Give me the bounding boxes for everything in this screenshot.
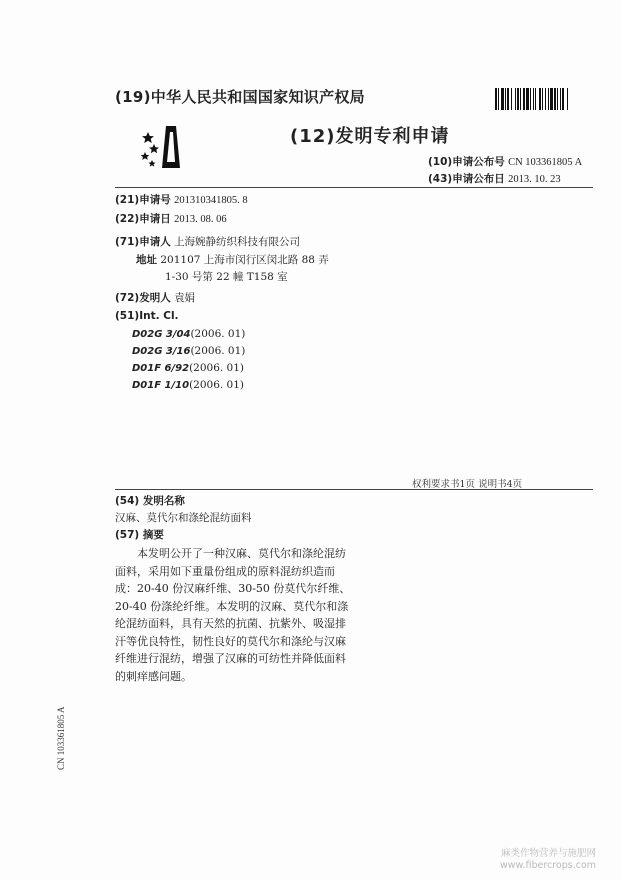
applicant-row: [115, 234, 300, 249]
ipc-row: [132, 362, 244, 374]
application-number-label: (21)申请号: [115, 194, 171, 206]
inventor: 袁娟: [174, 292, 196, 304]
ipc-code: D01F 6/92: [132, 363, 190, 374]
invention-title-label: [115, 493, 185, 508]
publication-number-label: (10)申请公布号: [428, 156, 505, 168]
barcode-icon: [495, 88, 597, 110]
abstract-paragraph: 本发明公开了一种汉麻、莫代尔和涤纶混纺面料，采用如下重量份组成的原料混纺织造而成：20-40 份汉麻纤维、30-50 份莫代尔纤维、20-40 份涤纶纤维。本发明的汉麻、莫代尔和涤纶混纺面料，具有天然的抗菌、抗紫外、吸湿排汗等优良特性，韧性良好的莫代尔和涤纶与汉麻纤维进行混纺，增强了汉麻的可纺性并降低面料的刺痒感问题。: [115, 547, 351, 683]
invention-title: 汉麻、莫代尔和涤纶混纺面料: [115, 512, 252, 524]
watermark: [500, 848, 596, 872]
ipc-code: D01F 1/10: [132, 380, 190, 391]
ipc-row: [132, 379, 244, 391]
address-row: [136, 252, 329, 267]
page-count-info: 权利要求书1页 说明书4页: [412, 479, 523, 490]
ipc-version: (2006. 01): [190, 345, 246, 357]
ipc-version: (2006. 01): [189, 379, 245, 391]
publication-number: CN 103361805 A: [508, 157, 583, 168]
document-type: (12)发明专利申请: [290, 126, 450, 147]
application-number: 201310341805. 8: [174, 195, 248, 206]
cnipa-emblem-icon: [140, 122, 200, 170]
application-date: 2013. 08. 06: [174, 214, 227, 225]
ipc-row: [132, 328, 245, 340]
invention-title-label-text: (54) 发明名称: [115, 495, 185, 507]
ipc-version: (2006. 01): [189, 362, 245, 374]
applicant-label: (71)申请人: [115, 236, 171, 248]
publication-number-row: [428, 154, 582, 169]
application-number-row: [115, 192, 248, 207]
side-publication-number: CN 103361805 A: [56, 706, 66, 770]
inventor-label: (72)发明人: [115, 292, 171, 304]
office-name: (19)中华人民共和国国家知识产权局: [115, 88, 365, 106]
header-divider: [115, 187, 593, 188]
address-label: 地址: [136, 254, 157, 266]
ipc-code: D02G 3/04: [132, 329, 191, 340]
inventor-row: [115, 290, 195, 305]
watermark-line-2: www.fibercrops.com: [500, 860, 597, 871]
int-cl-text: (51)Int. Cl.: [115, 310, 179, 322]
applicant: 上海婉静纺织科技有限公司: [174, 236, 301, 248]
int-cl-label: [115, 310, 179, 322]
address-line-2: 1-30 号第 22 幢 T158 室: [165, 271, 288, 283]
abstract-label: [115, 527, 164, 542]
address-line-1: 201107 上海市闵行区闵北路 88 弄: [160, 254, 329, 266]
abstract-label-text: (57) 摘要: [115, 529, 164, 541]
watermark-line-1: 麻类作物营养与施肥网: [501, 848, 597, 859]
ipc-version: (2006. 01): [190, 328, 246, 340]
publication-date-row: [428, 171, 561, 186]
abstract-text: [115, 545, 355, 685]
ipc-code: D02G 3/16: [132, 346, 191, 357]
application-date-row: [115, 211, 227, 226]
application-date-label: (22)申请日: [115, 213, 171, 225]
abstract-divider: [115, 489, 593, 490]
ipc-row: [132, 345, 245, 357]
publication-date-label: (43)申请公布日: [428, 173, 505, 185]
publication-date: 2013. 10. 23: [508, 174, 561, 185]
